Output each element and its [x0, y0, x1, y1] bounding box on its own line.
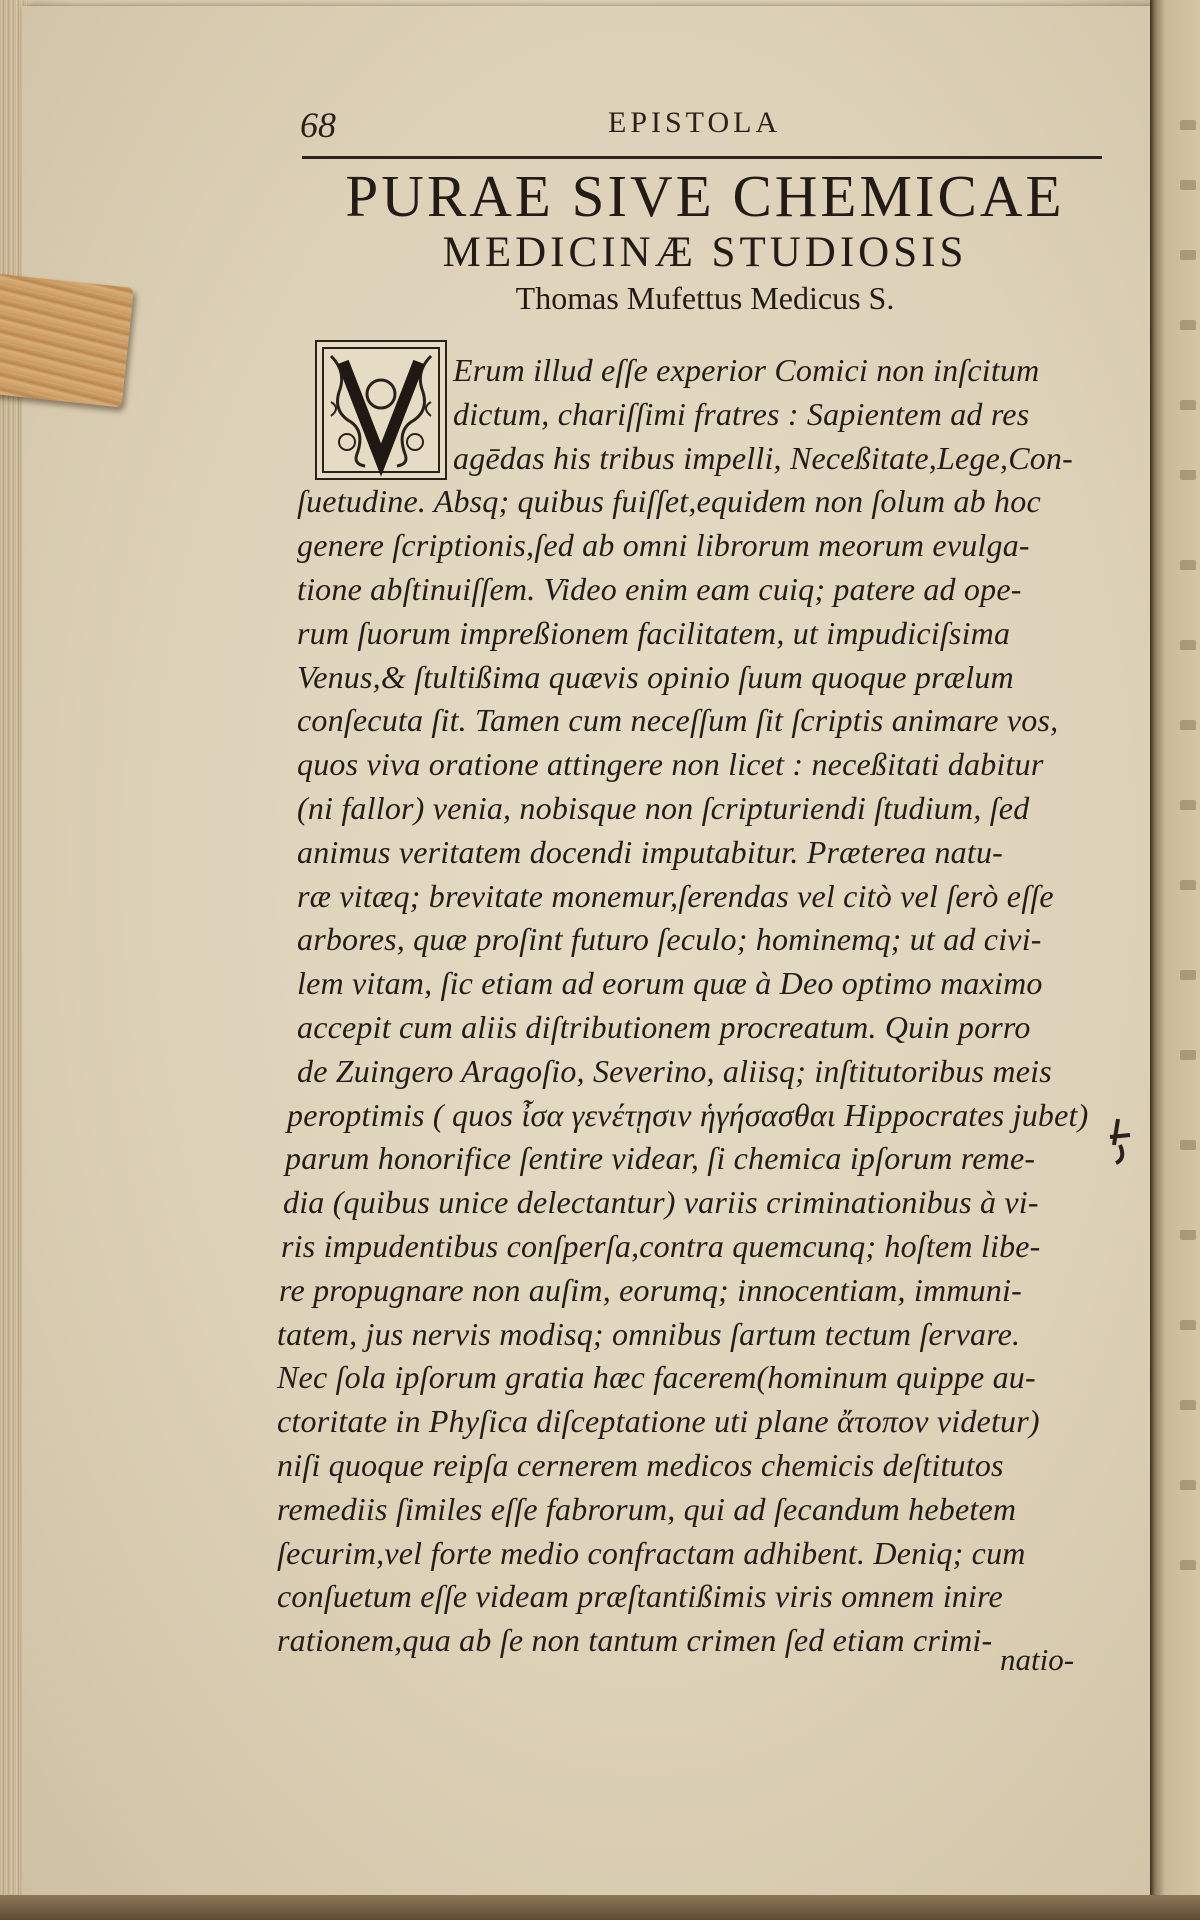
- text-line: rationem,qua ab ſe non tantum crimen ſed etiam crimi-: [277, 1622, 993, 1659]
- text-line: rum ſuorum impreßionem facilitatem, ut impudiciſsima: [297, 614, 1011, 651]
- text-line: animus veritatem docendi imputabitur. Præterea natu-: [297, 833, 1004, 870]
- text-line: ræ vitæq; brevitate monemur,ſerendas vel citò vel ſerò eſſe: [297, 877, 1054, 914]
- decorated-initial-v-icon: [315, 340, 447, 480]
- text-line: parum honorifice ſentire videar, ſi chemica ipſorum reme-: [285, 1140, 1036, 1177]
- text-line: de Zuingero Aragoſio, Severino, aliisq; inſtitutoribus meis: [297, 1052, 1052, 1089]
- text-line: niſi quoque reipſa cernerem medicos chemicis deſtitutos: [277, 1447, 1004, 1483]
- text-line: ris impudentibus conſperſa,contra quemcunq; hoſtem libe-: [281, 1228, 1041, 1264]
- text-line: arbores, quæ proſint futuro ſeculo; hominemq; ut ad civi-: [297, 921, 1042, 958]
- text-line: (ni fallor) venia, nobisque non ſcripturiendi ſtudium, ſed: [297, 790, 1030, 826]
- text-line: Erum illud eſſe experior Comici non inſcitum: [453, 352, 1040, 388]
- header-rule: [302, 156, 1102, 159]
- running-head: EPISTOLA: [608, 106, 782, 139]
- text-line: ctoritate in Phyſica diſceptatione uti plane ἄτοπον videtur): [277, 1403, 1040, 1440]
- facing-page-edge: [1150, 0, 1200, 1920]
- text-line: conſuetum eſſe videam præſtantißimis viris omnem inire: [277, 1578, 1003, 1615]
- text-line: dia (quibus unice delectantur) variis criminationibus à vi-: [283, 1184, 1039, 1221]
- text-line: Venus,& ſtultißima quævis opinio ſuum quoque prælum: [297, 658, 1014, 695]
- text-line: ſuetudine. Absq; quibus fuiſſet,equidem non ſolum ab hoc: [297, 483, 1041, 520]
- wooden-page-weight: [0, 273, 134, 408]
- bottom-shadow: [0, 1895, 1200, 1920]
- text-line: tatem, jus nervis modisq; omnibus ſartum tectum ſervare.: [277, 1315, 1021, 1352]
- page-number: 68: [300, 105, 336, 145]
- text-line: dictum, chariſſimi fratres : Sapientem ad res: [453, 395, 1030, 432]
- ink-mark-icon: [1100, 1115, 1140, 1167]
- text-line: Nec ſola ipſorum gratia hæc facerem(hominum quippe au-: [277, 1359, 1036, 1396]
- page-header: [300, 104, 1100, 144]
- catchword: natio-: [1000, 1642, 1075, 1677]
- text-line: conſecuta ſit. Tamen cum neceſſum ſit ſcriptis animare vos,: [297, 702, 1059, 739]
- author-line: Thomas Mufettus Medicus S.: [515, 280, 895, 316]
- text-line: quos viva oratione attingere non licet : neceßitati dabitur: [297, 746, 1044, 783]
- text-line: accepit cum aliis diſtributionem procreatum. Quin porro: [297, 1009, 1031, 1045]
- text-line: ſecurim,vel forte medio confractam adhibent. Deniq; cum: [277, 1534, 1026, 1571]
- text-line: agēdas his tribus impelli, Neceßitate,Lege,Con-: [453, 439, 1073, 476]
- text-line: lem vitam, ſic etiam ad eorum quæ à Deo optimo maximo: [297, 965, 1043, 1002]
- text-line: remediis ſimiles eſſe fabrorum, qui ad ſecandum hebetem: [277, 1490, 1017, 1527]
- text-line: peroptimis ( quos ἶσα γενέτῃσιν ἡγήσασθαι Hippocrates jubet): [287, 1096, 1089, 1133]
- title-line-2: MEDICINÆ STUDIOSIS: [442, 229, 968, 276]
- text-line: tione abſtinuiſſem. Video enim eam cuiq; patere ad ope-: [297, 571, 1022, 607]
- text-line: genere ſcriptionis,ſed ab omni librorum meorum evulga-: [297, 527, 1030, 564]
- title-line-1: PURAE SIVE CHEMICAE: [345, 163, 1065, 229]
- text-line: re propugnare non auſim, eorumq; innocentiam, immuni-: [279, 1271, 1022, 1308]
